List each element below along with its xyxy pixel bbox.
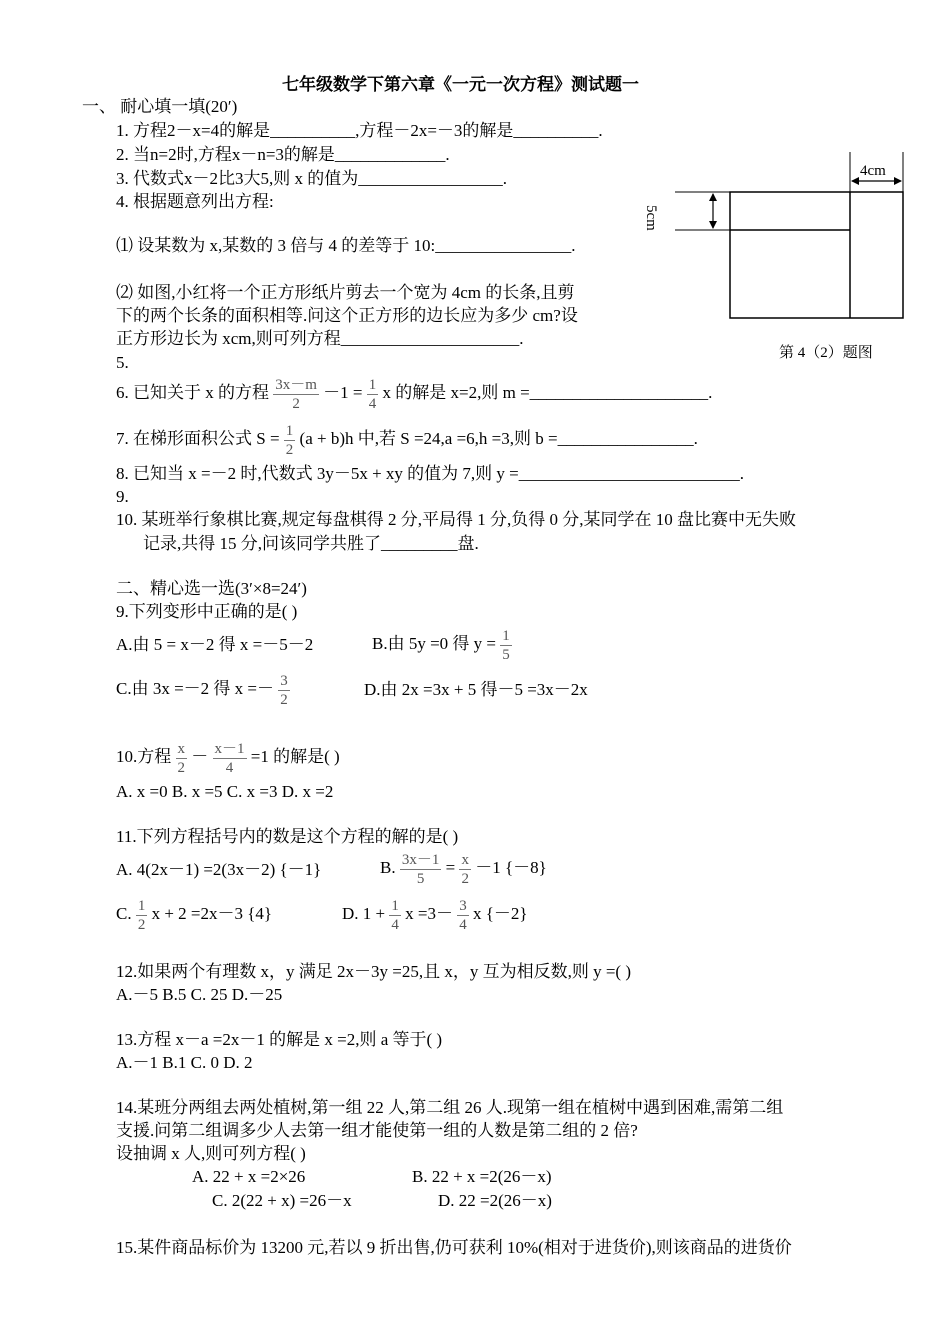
mc-14-option-b: B. 22 + x =2(26－x) <box>412 1167 552 1186</box>
width-arrow-left <box>851 177 859 185</box>
mc-10-numerator-1: x <box>177 740 185 757</box>
mc-question-12: 12.如果两个有理数 x，y 满足 2x－3y =25,且 x，y 互为相反数,则 y =( ) <box>116 962 631 981</box>
mc-question-14-line3: 设抽调 x 人,则可列方程( ) <box>116 1144 306 1163</box>
mc-11d-suffix: x {－2} <box>472 904 528 923</box>
mc-11d-middle: x =3－ <box>405 904 453 923</box>
mc-9b-prefix: B.由 5y =0 得 y = <box>372 634 497 653</box>
mc-question-13: 13.方程 x－a =2x－1 的解是 x =2,则 a 等于( ) <box>116 1030 443 1049</box>
mc-9c-fraction <box>278 672 290 709</box>
mc-11b-numerator: 3x－1 <box>401 851 440 868</box>
question-4-1: ⑴ 设某数为 x,某数的 3 倍与 4 的差等于 10:________________. <box>116 236 576 255</box>
mc-9c-denominator: 2 <box>280 691 288 708</box>
mc-11-option-b <box>380 846 547 890</box>
mc-9-option-c <box>116 667 290 711</box>
section1-heading: 一、 耐心填一填(20′) <box>82 97 238 116</box>
question-3: 3. 代数式x－2比3大5,则 x 的值为_________________. <box>116 169 507 188</box>
mc-10-fraction-1 <box>176 740 188 777</box>
mc-9b-fraction <box>500 627 512 664</box>
mc-9-option-d: D.由 2x =3x + 5 得－5 =3x－2x <box>364 680 588 699</box>
mc-9c-prefix: C.由 3x =－2 得 x =－ <box>116 679 275 698</box>
mc-9-option-a: A.由 5 = x－2 得 x =－5－2 <box>116 635 314 654</box>
mc-question-10 <box>116 735 340 779</box>
question-7 <box>116 418 698 460</box>
mc-question-9: 9.下列变形中正确的是( ) <box>116 602 298 621</box>
mc-9c-numerator: 3 <box>280 672 288 689</box>
question-10-line1: 10. 某班举行象棋比赛,规定每盘棋得 2 分,平局得 1 分,负得 0 分,某同学在 10 盘比赛中无失败 <box>116 510 796 529</box>
mc-11c-numerator: 1 <box>137 897 146 914</box>
question-9-blank: 9. <box>116 487 129 506</box>
mc-10-prefix: 10.方程 <box>116 747 172 766</box>
mc-10-minus: － <box>191 747 209 766</box>
mc-11c-denominator: 2 <box>137 916 146 933</box>
question-4-2-line2: 下的两个长条的面积相等.问这个正方形的边长应为多少 cm?设 <box>116 306 578 325</box>
mc-11b-numerator-2: x <box>461 851 469 868</box>
width-label: 4cm <box>860 163 886 179</box>
question-5: 5. <box>116 353 129 372</box>
mc-10-options: A. x =0 B. x =5 C. x =3 D. x =2 <box>116 782 334 801</box>
mc-13-options: A.－1 B.1 C. 0 D. 2 <box>116 1053 253 1072</box>
mc-11d-denominator-2: 4 <box>459 916 467 933</box>
q7-denominator: 2 <box>285 441 294 458</box>
mc-11-option-d <box>342 892 528 936</box>
mc-11b-equals: = <box>445 858 456 877</box>
question-4-2-line3: 正方形边长为 xcm,则可列方程_____________________. <box>116 329 524 348</box>
mc-11c-prefix: C. <box>116 904 132 923</box>
mc-11d-prefix: D. 1 + <box>342 904 386 923</box>
height-label: 5cm <box>643 205 659 231</box>
mc-12-options: A.－5 B.5 C. 25 D.－25 <box>116 985 283 1004</box>
mc-9b-denominator: 5 <box>502 646 510 663</box>
mc-11d-fraction-2 <box>457 897 469 934</box>
q6-denominator: 2 <box>292 395 300 412</box>
mc-11d-denominator: 4 <box>391 916 399 933</box>
q6-numerator: 3x－m <box>275 376 317 393</box>
mc-9-option-b <box>372 622 512 666</box>
mc-14-option-c: C. 2(22 + x) =26－x <box>212 1191 352 1210</box>
mc-11d-numerator: 1 <box>391 897 399 914</box>
mc-11d-numerator-2: 3 <box>459 897 467 914</box>
mc-10-numerator-2: x－1 <box>214 740 245 757</box>
q6-suffix: x 的解是 x=2,则 m =_____________________. <box>382 383 713 402</box>
mc-11b-prefix: B. <box>380 858 396 877</box>
mc-10-suffix: =1 的解是( ) <box>250 747 340 766</box>
question-4-2-line1: ⑵ 如图,小红将一个正方形纸片剪去一个宽为 4cm 的长条,且剪 <box>116 283 575 302</box>
mc-11b-denominator-2: 2 <box>461 870 469 887</box>
q7-suffix: (a + b)h 中,若 S =24,a =6,h =3,则 b =________________. <box>299 429 698 448</box>
mc-question-15: 15.某件商品标价为 13200 元,若以 9 折出售,仍可获利 10%(相对于进货价),则该商品的进货价 <box>116 1238 792 1257</box>
mc-14-option-d: D. 22 =2(26－x) <box>438 1191 552 1210</box>
question-1: 1. 方程2－x=4的解是__________,方程－2x=－3的解是__________. <box>116 121 603 140</box>
mc-11d-fraction <box>389 897 401 934</box>
mc-10-fraction-2 <box>213 740 247 777</box>
question-6 <box>116 372 712 414</box>
mc-11-option-a: A. 4(2x－1) =2(3x－2) {－1} <box>116 860 322 879</box>
q7-prefix: 7. 在梯形面积公式 S = <box>116 429 280 448</box>
question-8: 8. 已知当 x =－2 时,代数式 3y－5x + xy 的值为 7,则 y =__________________________. <box>116 464 745 483</box>
q7-numerator: 1 <box>285 422 294 439</box>
mc-question-14-line2: 支援.问第二组调多少人去第一组才能使第一组的人数是第二组的 2 倍? <box>116 1121 638 1140</box>
mc-11-option-c <box>116 892 272 936</box>
q6-denominator-2: 4 <box>368 395 377 412</box>
q6-numerator-2: 1 <box>368 376 377 393</box>
mc-11b-fraction <box>400 851 442 888</box>
figure-caption: 第 4（2）题图 <box>779 345 873 361</box>
mc-10-denominator-1: 2 <box>177 759 185 776</box>
mc-question-11: 11.下列方程括号内的数是这个方程的解的是( ) <box>116 827 459 846</box>
q6-middle: －1 = <box>323 383 363 402</box>
mc-11b-denominator: 5 <box>416 870 425 887</box>
question-4: 4. 根据题意列出方程: <box>116 192 274 211</box>
mc-question-14-line1: 14.某班分两组去两处植树,第一组 22 人,第二组 26 人.现第一组在植树中遇到困难,需第二组 <box>116 1098 784 1117</box>
mc-10-denominator-2: 4 <box>225 759 234 776</box>
q6-prefix: 6. 已知关于 x 的方程 <box>116 383 269 402</box>
question-2: 2. 当n=2时,方程x－n=3的解是_____________. <box>116 145 450 164</box>
square-figure <box>665 150 925 370</box>
q6-fraction <box>273 376 319 413</box>
page-title: 七年级数学下第六章《一元一次方程》测试题一 <box>282 75 639 94</box>
question-10-line2: 记录,共得 15 分,问该同学共胜了_________盘. <box>143 534 479 553</box>
q6-fraction-2 <box>367 376 379 413</box>
height-arrow-up <box>709 193 717 201</box>
height-arrow-down <box>709 221 717 229</box>
q7-fraction <box>284 422 296 459</box>
mc-9b-numerator: 1 <box>502 627 510 644</box>
mc-14-option-a: A. 22 + x =2×26 <box>192 1167 306 1186</box>
mc-11c-suffix: x + 2 =2x－3 {4} <box>151 904 273 923</box>
mc-11b-fraction-2 <box>459 851 471 888</box>
mc-11c-fraction <box>136 897 148 934</box>
square-outline <box>730 192 903 318</box>
section2-heading: 二、精心选一选(3′×8=24′) <box>116 579 307 598</box>
width-arrow-right <box>894 177 902 185</box>
mc-11b-suffix: －1 {－8} <box>475 858 547 877</box>
